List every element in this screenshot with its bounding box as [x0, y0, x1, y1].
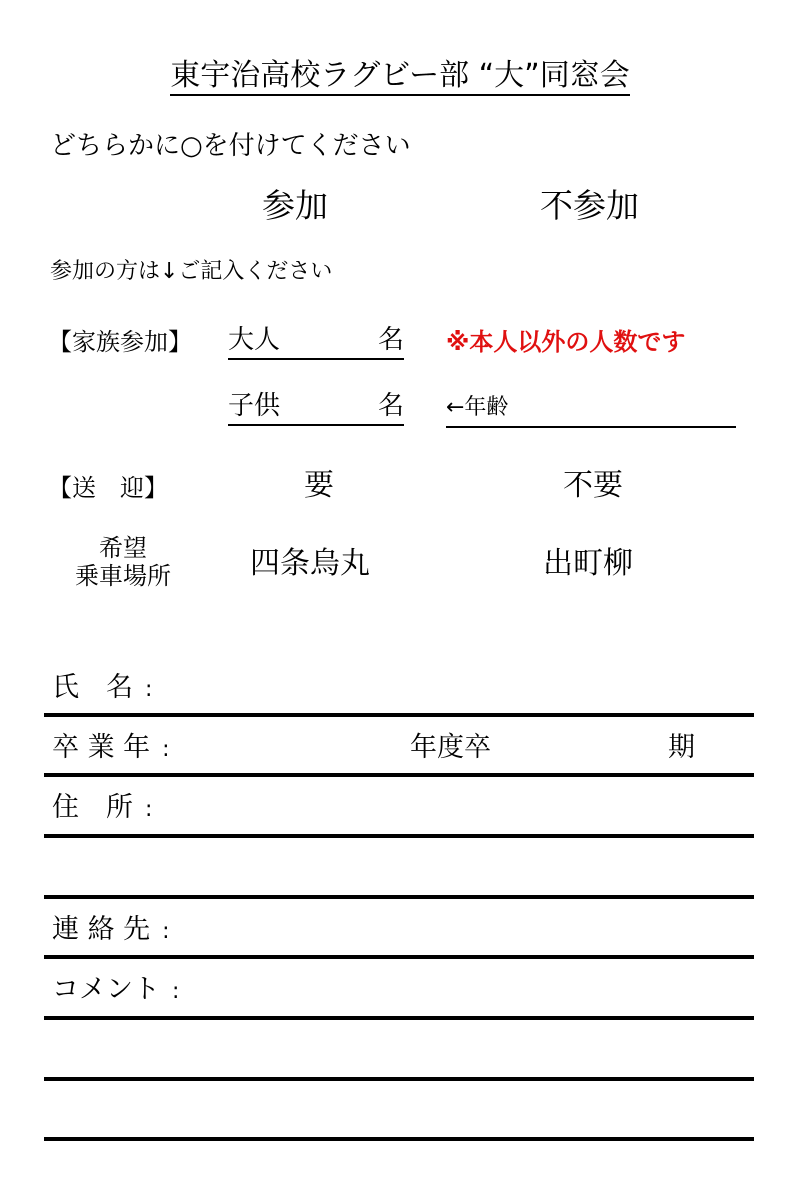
address-label-text: 住 所	[52, 792, 133, 823]
title-text: 東宇治高校ラグビー部 “大”同窓会	[170, 58, 629, 96]
adult-prefix: 大人	[228, 325, 281, 355]
adult-unit: 名	[377, 325, 404, 355]
comment-line-3[interactable]	[44, 1137, 754, 1141]
pickup-place-demachiyanagi[interactable]: 出町柳	[543, 546, 633, 581]
comment-label-text: コメント	[52, 974, 160, 1005]
comment-line-2[interactable]	[44, 1077, 754, 1081]
family-label: 【家族参加】	[48, 328, 192, 356]
child-count-field[interactable]	[228, 388, 404, 426]
child-unit: 名	[377, 391, 404, 421]
child-prefix: 子供	[228, 391, 281, 421]
name-label-text: 氏 名	[52, 672, 133, 703]
comment-line-1[interactable]	[44, 1016, 754, 1020]
name-line[interactable]	[44, 713, 754, 717]
pickup-place-label-line1: 希望	[99, 534, 147, 562]
colon: :	[172, 979, 180, 1004]
pickup-required-option[interactable]: 要	[304, 468, 334, 503]
pickup-place-label	[58, 534, 188, 590]
colon: :	[162, 737, 170, 762]
pickup-place-shijo-karasuma[interactable]: 四条烏丸	[250, 546, 370, 581]
attend-option[interactable]: 参加	[262, 186, 328, 225]
contact-line[interactable]	[44, 955, 754, 959]
grad-year-suffix: 年度卒	[410, 732, 491, 763]
page-title	[0, 56, 800, 96]
grad-year-label	[52, 730, 170, 768]
term-suffix: 期	[668, 732, 695, 763]
colon: :	[145, 677, 153, 702]
family-note: ※本人以外の人数です	[446, 328, 686, 356]
address-label	[52, 790, 152, 828]
absent-option[interactable]: 不参加	[540, 186, 639, 225]
colon: :	[162, 919, 170, 944]
name-label	[52, 670, 152, 708]
grad-year-label-text: 卒 業 年	[52, 732, 151, 763]
address-line-1[interactable]	[44, 834, 754, 838]
pickup-not-required-option[interactable]: 不要	[563, 468, 623, 503]
pickup-place-label-line2: 乗車場所	[75, 562, 171, 590]
contact-label	[52, 912, 170, 950]
adult-count-field[interactable]	[228, 322, 404, 360]
attend-note: 参加の方は↓ご記入ください	[50, 259, 333, 284]
circle-instruction: どちらかに○を付けてください	[50, 131, 411, 161]
colon: :	[145, 797, 153, 822]
child-age-field[interactable]	[446, 390, 736, 428]
address-line-2[interactable]	[44, 895, 754, 899]
pickup-label: 【送 迎】	[48, 474, 168, 502]
age-label: ←年齢	[446, 395, 509, 420]
comment-label	[52, 972, 179, 1010]
contact-label-text: 連 絡 先	[52, 914, 151, 945]
grad-year-line[interactable]	[44, 773, 754, 777]
